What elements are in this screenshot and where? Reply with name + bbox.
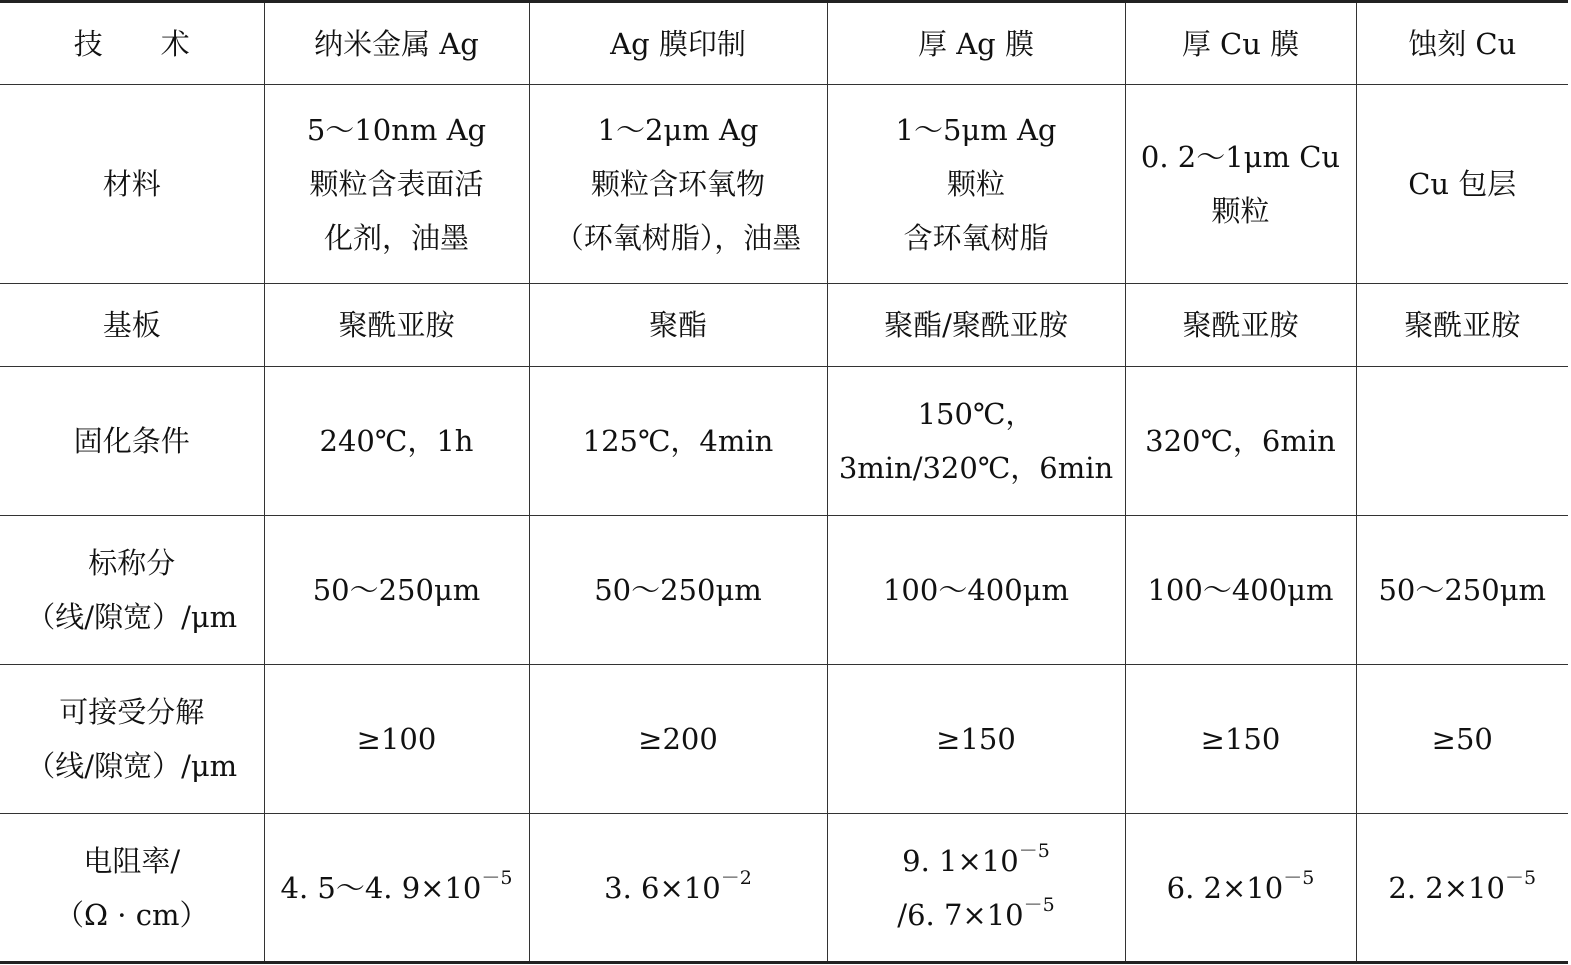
data-cell — [1125, 85, 1356, 284]
cell-line: 材料 — [102, 167, 161, 201]
header-cell: 纳米金属 Ag — [264, 2, 529, 85]
header-cell: 蚀刻 Cu — [1356, 2, 1568, 85]
cell-line: 颗粒含环氧物 — [590, 167, 765, 201]
cell-line: 1～2μm Ag — [597, 113, 759, 147]
row-label-cell — [0, 814, 264, 963]
row-label-cell — [0, 665, 264, 814]
data-cell — [1356, 85, 1568, 284]
data-cell — [264, 665, 529, 814]
material-row — [0, 85, 1568, 284]
cell-line: 3min/320℃，6min — [838, 451, 1114, 485]
cell-line: 5～10nm Ag — [306, 113, 487, 147]
cell-value: 2. 2×10 — [1388, 870, 1505, 905]
exponent: －5 — [1023, 893, 1055, 916]
header-cell: Ag 膜印制 — [529, 2, 827, 85]
acceptable-resolution-row — [0, 665, 1568, 814]
exponent: －5 — [1018, 839, 1050, 862]
cell-line: 50～250μm — [594, 573, 762, 607]
exponent: －5 — [1283, 866, 1315, 889]
cell-line: （Ω · cm） — [55, 897, 209, 932]
data-cell — [1125, 284, 1356, 367]
row-label-cell — [0, 516, 264, 665]
data-cell — [529, 367, 827, 516]
exponent: －5 — [1504, 866, 1537, 889]
cell-line: Cu 包层 — [1408, 167, 1517, 201]
data-cell — [827, 367, 1125, 516]
exponent: －5 — [481, 866, 513, 889]
data-cell — [1356, 516, 1568, 665]
row-label-cell — [0, 85, 264, 284]
cell-line: 电阻率/ — [83, 843, 181, 878]
cell-line: 聚酰亚胺 — [338, 308, 455, 342]
cell-line: 颗粒 — [1211, 194, 1270, 228]
cell-line: 标称分 — [88, 546, 176, 580]
data-cell — [529, 284, 827, 367]
cell-line: （线/隙宽）/μm — [26, 600, 238, 634]
cell-line: 50～250μm — [312, 573, 481, 607]
cell-line: 固化条件 — [73, 424, 190, 458]
cell-value: 9. 1×10 — [902, 843, 1019, 878]
header-cell: 厚 Cu 膜 — [1125, 2, 1356, 85]
cell-line: 聚酰亚胺 — [1404, 308, 1521, 342]
row-label-cell — [0, 284, 264, 367]
header-row — [0, 2, 1568, 85]
data-cell — [1125, 814, 1356, 963]
data-cell — [1356, 367, 1568, 516]
cell-line: ≥150 — [936, 722, 1016, 756]
data-cell — [1356, 284, 1568, 367]
cell-line: 240℃，1h — [319, 424, 474, 458]
substrate-row — [0, 284, 1568, 367]
cell-line — [834, 834, 1119, 888]
cell-line: 150℃， — [917, 397, 1035, 431]
cell-line: 1～5μm Ag — [895, 113, 1057, 147]
cell-line: 100～400μm — [1147, 573, 1334, 607]
cell-line: ≥150 — [1200, 722, 1281, 756]
data-cell — [529, 814, 827, 963]
cell-line: 颗粒含表面活 — [309, 167, 484, 201]
cell-line: 可接受分解 — [59, 695, 205, 729]
header-cell: 厚 Ag 膜 — [827, 2, 1125, 85]
cell-line: 125℃，4min — [582, 424, 774, 458]
cell-line: 基板 — [102, 308, 161, 342]
cell-line: 聚酰亚胺 — [1182, 308, 1299, 342]
cell-line: （线/隙宽）/μm — [26, 749, 238, 783]
data-cell — [1125, 516, 1356, 665]
data-cell — [529, 516, 827, 665]
cell-line — [834, 888, 1119, 942]
data-cell — [827, 814, 1125, 963]
cell-line: 聚酯/聚酰亚胺 — [884, 308, 1068, 342]
row-label-cell — [0, 367, 264, 516]
cell-value: 6. 2×10 — [1166, 870, 1284, 905]
data-cell — [1125, 367, 1356, 516]
cell-line: 含环氧树脂 — [903, 221, 1049, 255]
data-cell — [529, 85, 827, 284]
data-cell — [827, 516, 1125, 665]
cell-line: 颗粒 — [946, 167, 1005, 201]
cell-line: ≥50 — [1431, 722, 1493, 756]
data-cell — [827, 665, 1125, 814]
data-cell — [264, 284, 529, 367]
cell-line: 0. 2～1μm Cu — [1140, 140, 1341, 174]
cell-line: 100～400μm — [882, 573, 1070, 607]
cell-line: （环氧树脂），油墨 — [554, 221, 802, 255]
cell-line: 聚酯 — [648, 308, 707, 342]
cell-line: 化剂，油墨 — [323, 221, 469, 255]
cell-line: 50～250μm — [1378, 573, 1547, 607]
nominal-width-row — [0, 516, 1568, 665]
resistivity-row — [0, 814, 1568, 963]
data-cell — [827, 284, 1125, 367]
cell-value: 4. 5～4. 9×10 — [280, 870, 482, 905]
data-cell — [264, 85, 529, 284]
data-cell — [529, 665, 827, 814]
cell-line: 320℃，6min — [1145, 424, 1336, 458]
data-cell — [264, 814, 529, 963]
cell-line: ≥100 — [356, 722, 437, 756]
data-cell — [1356, 814, 1568, 963]
data-cell — [264, 516, 529, 665]
data-cell — [1356, 665, 1568, 814]
cell-value: /6. 7×10 — [897, 897, 1024, 932]
cell-value: 3. 6×10 — [604, 870, 721, 905]
cell-line: ≥200 — [638, 722, 718, 756]
exponent: －2 — [720, 866, 752, 889]
curing-row — [0, 367, 1568, 516]
data-cell — [827, 85, 1125, 284]
data-cell — [1125, 665, 1356, 814]
header-label-cell: 技 术 — [0, 2, 264, 85]
table-body — [0, 2, 1568, 963]
data-cell — [264, 367, 529, 516]
